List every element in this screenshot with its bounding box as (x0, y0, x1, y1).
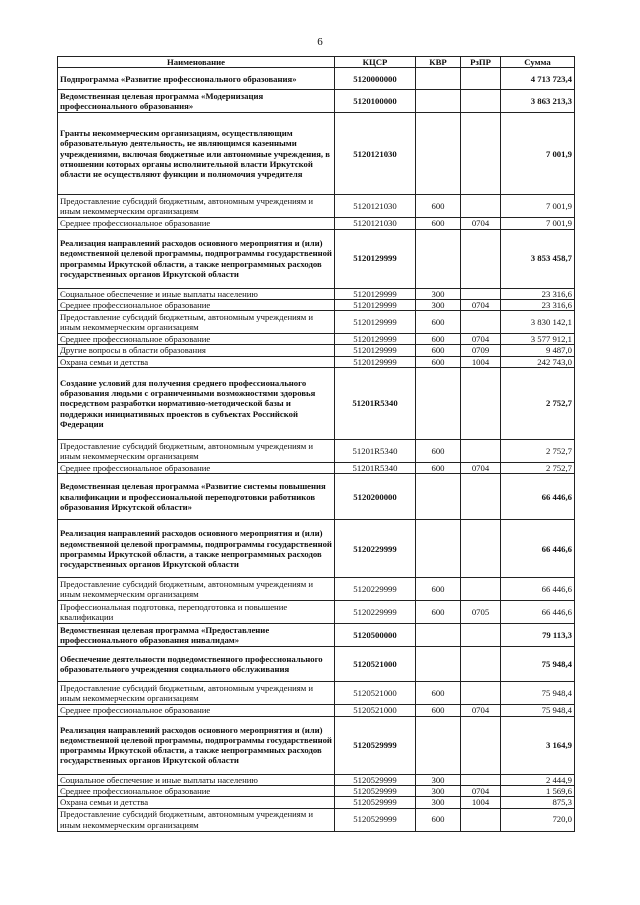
cell-kcsr: 5120229999 (335, 601, 416, 624)
cell-kvr: 300 (416, 774, 461, 785)
cell-sum: 7 001,9 (501, 218, 575, 229)
cell-kcsr: 5120129999 (335, 345, 416, 356)
table-body (58, 68, 575, 831)
cell-sum: 66 446,6 (501, 520, 575, 578)
cell-rzpr: 1004 (461, 797, 501, 808)
cell-name: Предоставление субсидий бюджетным, автономным учреждениям и иным некоммерческим организациям (58, 682, 335, 705)
cell-sum: 75 948,4 (501, 705, 575, 716)
cell-name: Предоставление субсидий бюджетным, автономным учреждениям и иным некоммерческим организациям (58, 808, 335, 831)
table-row (58, 368, 575, 440)
cell-rzpr: 1004 (461, 356, 501, 367)
header-rzpr: РзПР (461, 57, 501, 68)
cell-kcsr: 5120529999 (335, 774, 416, 785)
cell-rzpr (461, 440, 501, 463)
cell-rzpr (461, 716, 501, 774)
cell-rzpr: 0704 (461, 218, 501, 229)
cell-name: Социальное обеспечение и иные выплаты населению (58, 774, 335, 785)
cell-kvr: 600 (416, 218, 461, 229)
cell-kcsr: 5120229999 (335, 578, 416, 601)
cell-kvr: 600 (416, 682, 461, 705)
cell-kcsr: 5120129999 (335, 288, 416, 299)
table-row (58, 311, 575, 334)
cell-kvr: 600 (416, 345, 461, 356)
table-row (58, 463, 575, 474)
cell-kvr (416, 647, 461, 682)
cell-rzpr: 0709 (461, 345, 501, 356)
page-number: 6 (317, 36, 323, 48)
cell-kcsr: 5120500000 (335, 624, 416, 647)
table-row (58, 195, 575, 218)
cell-name: Ведомственная целевая программа «Модернизация профессионального образования» (58, 90, 335, 113)
cell-name: Охрана семьи и детства (58, 797, 335, 808)
cell-sum: 75 948,4 (501, 647, 575, 682)
cell-kcsr: 5120129999 (335, 334, 416, 345)
cell-sum: 66 446,6 (501, 578, 575, 601)
cell-name: Среднее профессиональное образование (58, 463, 335, 474)
cell-rzpr: 0704 (461, 463, 501, 474)
cell-kvr (416, 113, 461, 195)
cell-name: Реализация направлений расходов основного мероприятия и (или) ведомственной целевой программы, подпрограммы государственной программы Иркутской области, а также непрограммных расходов государственных органов Иркутской области (58, 229, 335, 288)
table-header (58, 57, 575, 68)
table-row (58, 440, 575, 463)
cell-name: Охрана семьи и детства (58, 356, 335, 367)
table-row (58, 716, 575, 774)
cell-name: Подпрограмма «Развитие профессионального образования» (58, 68, 335, 90)
cell-kvr: 600 (416, 601, 461, 624)
cell-rzpr: 0704 (461, 299, 501, 310)
cell-kcsr: 5120121030 (335, 195, 416, 218)
cell-kcsr: 5120521000 (335, 682, 416, 705)
cell-kcsr: 5120129999 (335, 299, 416, 310)
cell-kcsr: 51201R5340 (335, 440, 416, 463)
table-row (58, 624, 575, 647)
cell-kcsr: 5120529999 (335, 716, 416, 774)
cell-kvr (416, 474, 461, 520)
table-row (58, 474, 575, 520)
cell-rzpr (461, 90, 501, 113)
cell-kvr: 600 (416, 808, 461, 831)
budget-table (57, 56, 575, 832)
cell-rzpr (461, 682, 501, 705)
table-row (58, 647, 575, 682)
cell-kvr: 300 (416, 797, 461, 808)
cell-name: Предоставление субсидий бюджетным, автономным учреждениям и иным некоммерческим организациям (58, 440, 335, 463)
cell-kcsr: 5120129999 (335, 229, 416, 288)
cell-kvr: 300 (416, 785, 461, 796)
cell-rzpr: 0704 (461, 705, 501, 716)
cell-kvr: 600 (416, 334, 461, 345)
cell-sum: 2 752,7 (501, 463, 575, 474)
table-row (58, 356, 575, 367)
cell-rzpr (461, 774, 501, 785)
cell-name: Предоставление субсидий бюджетным, автономным учреждениям и иным некоммерческим организациям (58, 195, 335, 218)
table-row (58, 68, 575, 90)
table-row (58, 90, 575, 113)
cell-sum: 242 743,0 (501, 356, 575, 367)
table-row (58, 705, 575, 716)
cell-rzpr (461, 474, 501, 520)
table-row (58, 520, 575, 578)
cell-kcsr: 51201R5340 (335, 463, 416, 474)
table-row (58, 797, 575, 808)
cell-kcsr: 5120121030 (335, 218, 416, 229)
cell-kvr (416, 716, 461, 774)
cell-rzpr (461, 195, 501, 218)
cell-kcsr: 5120129999 (335, 311, 416, 334)
cell-rzpr: 0704 (461, 334, 501, 345)
cell-kvr: 300 (416, 288, 461, 299)
table-row (58, 785, 575, 796)
table-row (58, 113, 575, 195)
table-row (58, 288, 575, 299)
header-kvr: КВР (416, 57, 461, 68)
cell-rzpr (461, 368, 501, 440)
cell-name: Среднее профессиональное образование (58, 334, 335, 345)
header-name: Наименование (58, 57, 335, 68)
cell-kvr: 600 (416, 311, 461, 334)
cell-kcsr: 5120521000 (335, 647, 416, 682)
cell-name: Реализация направлений расходов основного мероприятия и (или) ведомственной целевой программы, подпрограммы государственной программы Иркутской области, а также непрограммных расходов государственных органов Иркутской области (58, 520, 335, 578)
cell-kcsr: 5120200000 (335, 474, 416, 520)
cell-name: Среднее профессиональное образование (58, 785, 335, 796)
cell-name: Гранты некоммерческим организациям, осуществляющим образовательную деятельность, не являющимся казенными учреждениями, включая бюджетные или автономные учреждения, в отношении которых органы исполнительной власти Иркутской области не осуществляют функции и полномочия учредителя (58, 113, 335, 195)
cell-rzpr (461, 311, 501, 334)
cell-sum: 7 001,9 (501, 113, 575, 195)
cell-kvr: 600 (416, 356, 461, 367)
table-row (58, 601, 575, 624)
cell-kcsr: 5120129999 (335, 356, 416, 367)
cell-sum: 3 830 142,1 (501, 311, 575, 334)
cell-rzpr (461, 647, 501, 682)
cell-sum: 2 752,7 (501, 440, 575, 463)
table-row (58, 299, 575, 310)
cell-sum: 7 001,9 (501, 195, 575, 218)
cell-name: Социальное обеспечение и иные выплаты населению (58, 288, 335, 299)
cell-name: Предоставление субсидий бюджетным, автономным учреждениям и иным некоммерческим организациям (58, 311, 335, 334)
cell-rzpr (461, 578, 501, 601)
cell-sum: 2 444,9 (501, 774, 575, 785)
cell-rzpr: 0705 (461, 601, 501, 624)
cell-kcsr: 5120521000 (335, 705, 416, 716)
cell-kcsr: 5120529999 (335, 785, 416, 796)
cell-sum: 23 316,6 (501, 299, 575, 310)
cell-sum: 23 316,6 (501, 288, 575, 299)
cell-kvr: 600 (416, 578, 461, 601)
cell-name: Реализация направлений расходов основного мероприятия и (или) ведомственной целевой программы, подпрограммы государственной программы Иркутской области, а также непрограммных расходов государственных органов Иркутской области (58, 716, 335, 774)
cell-sum: 875,3 (501, 797, 575, 808)
cell-rzpr (461, 520, 501, 578)
cell-rzpr (461, 68, 501, 90)
table-row (58, 578, 575, 601)
cell-name: Другие вопросы в области образования (58, 345, 335, 356)
cell-rzpr (461, 113, 501, 195)
cell-kcsr: 5120000000 (335, 68, 416, 90)
cell-name: Ведомственная целевая программа «Развитие системы повышения квалификации и профессиональной переподготовки работников образования Иркутской области» (58, 474, 335, 520)
cell-kvr (416, 520, 461, 578)
cell-name: Среднее профессиональное образование (58, 218, 335, 229)
cell-kvr (416, 229, 461, 288)
table-row (58, 229, 575, 288)
cell-sum: 75 948,4 (501, 682, 575, 705)
cell-name: Среднее профессиональное образование (58, 705, 335, 716)
cell-kvr (416, 68, 461, 90)
cell-sum: 3 863 213,3 (501, 90, 575, 113)
table-row (58, 774, 575, 785)
cell-kvr (416, 368, 461, 440)
cell-sum: 720,0 (501, 808, 575, 831)
cell-rzpr (461, 808, 501, 831)
table-row (58, 808, 575, 831)
cell-kcsr: 5120529999 (335, 797, 416, 808)
cell-kvr: 600 (416, 463, 461, 474)
cell-sum: 9 487,0 (501, 345, 575, 356)
cell-sum: 66 446,6 (501, 474, 575, 520)
cell-sum: 66 446,6 (501, 601, 575, 624)
cell-sum: 1 569,6 (501, 785, 575, 796)
cell-kvr (416, 624, 461, 647)
cell-kvr: 600 (416, 440, 461, 463)
cell-kvr: 600 (416, 705, 461, 716)
table-row (58, 218, 575, 229)
cell-kcsr: 5120121030 (335, 113, 416, 195)
cell-sum: 2 752,7 (501, 368, 575, 440)
cell-sum: 79 113,3 (501, 624, 575, 647)
header-kcsr: КЦСР (335, 57, 416, 68)
cell-name: Создание условий для получения среднего профессионального образования людьми с ограниченными возможностями здоровья посредством разработки нормативно-методической базы и поддержки инициативных проектов в субъектах Российской Федерации (58, 368, 335, 440)
cell-kcsr: 51201R5340 (335, 368, 416, 440)
cell-name: Среднее профессиональное образование (58, 299, 335, 310)
cell-sum: 3 853 458,7 (501, 229, 575, 288)
header-row (58, 57, 575, 68)
cell-rzpr (461, 624, 501, 647)
cell-name: Ведомственная целевая программа «Предоставление профессионального образования инвалидам» (58, 624, 335, 647)
header-sum: Сумма (501, 57, 575, 68)
cell-sum: 4 713 723,4 (501, 68, 575, 90)
cell-name: Профессиональная подготовка, переподготовка и повышение квалификации (58, 601, 335, 624)
cell-name: Обеспечение деятельности подведомственного профессионального образовательного учреждения социального обслуживания (58, 647, 335, 682)
cell-kvr: 600 (416, 195, 461, 218)
cell-rzpr (461, 229, 501, 288)
cell-kcsr: 5120229999 (335, 520, 416, 578)
cell-kcsr: 5120100000 (335, 90, 416, 113)
table-row (58, 334, 575, 345)
cell-kvr: 300 (416, 299, 461, 310)
cell-rzpr: 0704 (461, 785, 501, 796)
cell-kcsr: 5120529999 (335, 808, 416, 831)
cell-rzpr (461, 288, 501, 299)
cell-name: Предоставление субсидий бюджетным, автономным учреждениям и иным некоммерческим организациям (58, 578, 335, 601)
cell-sum: 3 164,9 (501, 716, 575, 774)
cell-kvr (416, 90, 461, 113)
cell-sum: 3 577 912,1 (501, 334, 575, 345)
table-row (58, 682, 575, 705)
table-row (58, 345, 575, 356)
